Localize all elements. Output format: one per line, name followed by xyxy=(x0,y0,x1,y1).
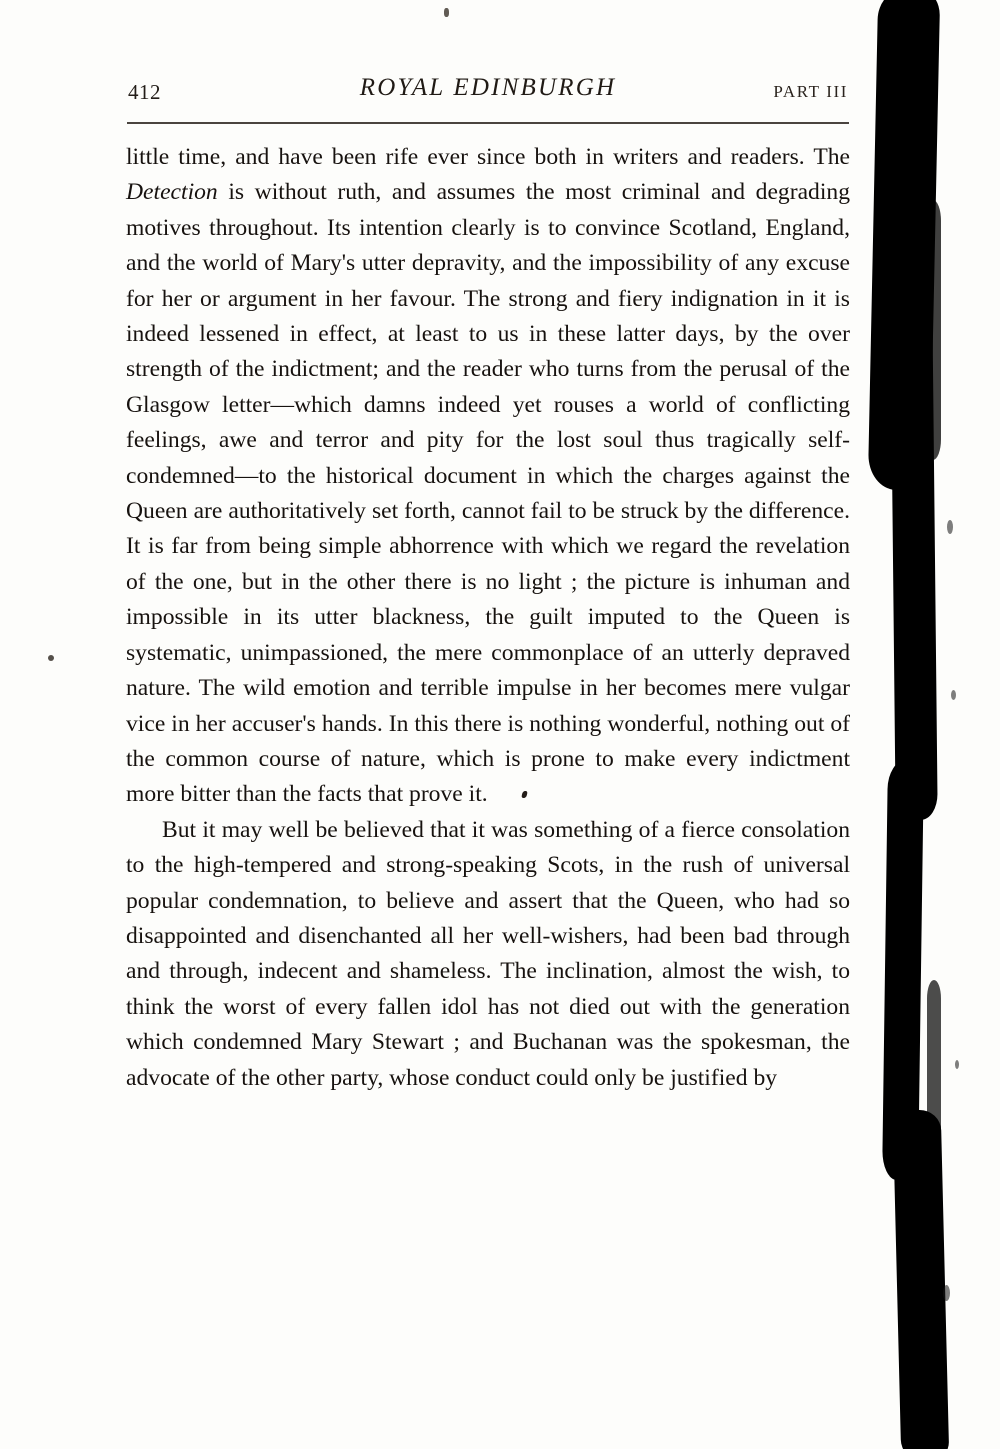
running-head xyxy=(128,74,848,108)
page-number: 412 xyxy=(128,80,161,104)
ink-speck-top xyxy=(444,8,449,17)
binding-gutter-shadow xyxy=(855,0,1000,1449)
ink-speck-left-margin xyxy=(48,655,54,661)
header-rule xyxy=(127,122,849,124)
paragraph-2-text: But it may well be believed that it was something of a fierce consolation to the high-tempered and strong-speaking Scots, in the rush of universal popular condemnation, to believe and assert that the Queen, who had so disappointed and disenchanted all her well-wishers, had been bad through and through, indecent and shameless. The inclination, almost the wish, to think the worst of every fallen idol has not died out with the generation which condemned Mary Stewart ; and Buchanan was the spokesman, the advocate of the other party, whose conduct could only be justified by xyxy=(126,816,850,1091)
part-label: PART III xyxy=(773,82,848,101)
paragraph-1-text: little time, and have been rife ever since both in writers and readers. The Detection is without ruth, and assumes the most criminal and degrading motives throughout. Its intention clearly is to convince Scotland, England, and the world of Mary's utter depravity, and the impossibility of any excuse for her or argument in her favour. The strong and fiery indignation in it is indeed lessened in effect, at least to us in these latter days, by the over strength of the indictment; and the reader who turns from the perusal of the Glasgow letter—which damns indeed yet rouses a world of conflicting feelings, awe and terror and pity for the lost soul thus tragically self-condemned—to the historical document in which the charges against the Queen are authoritatively set forth, cannot fail to be struck by the difference. It is far from being simple abhorrence with which we regard the revelation of the one, but in the other there is no light ; the picture is inhuman and impossible in its utter blackness, the guilt imputed to the Queen is systematic, unimpassioned, the mere commonplace of an utterly depraved nature. The wild emotion and terrible impulse in her becomes mere vulgar vice in her accuser's hands. In this there is nothing wonderful, nothing out of the common course of nature, which is prone to make every indictment more bitter than the facts that prove it. xyxy=(126,144,850,808)
ink-speck-inline xyxy=(521,791,528,798)
running-title: ROYAL EDINBURGH xyxy=(359,74,617,101)
body-text xyxy=(126,140,850,1096)
paragraph-1 xyxy=(126,140,850,813)
paragraph-2 xyxy=(126,813,850,1096)
